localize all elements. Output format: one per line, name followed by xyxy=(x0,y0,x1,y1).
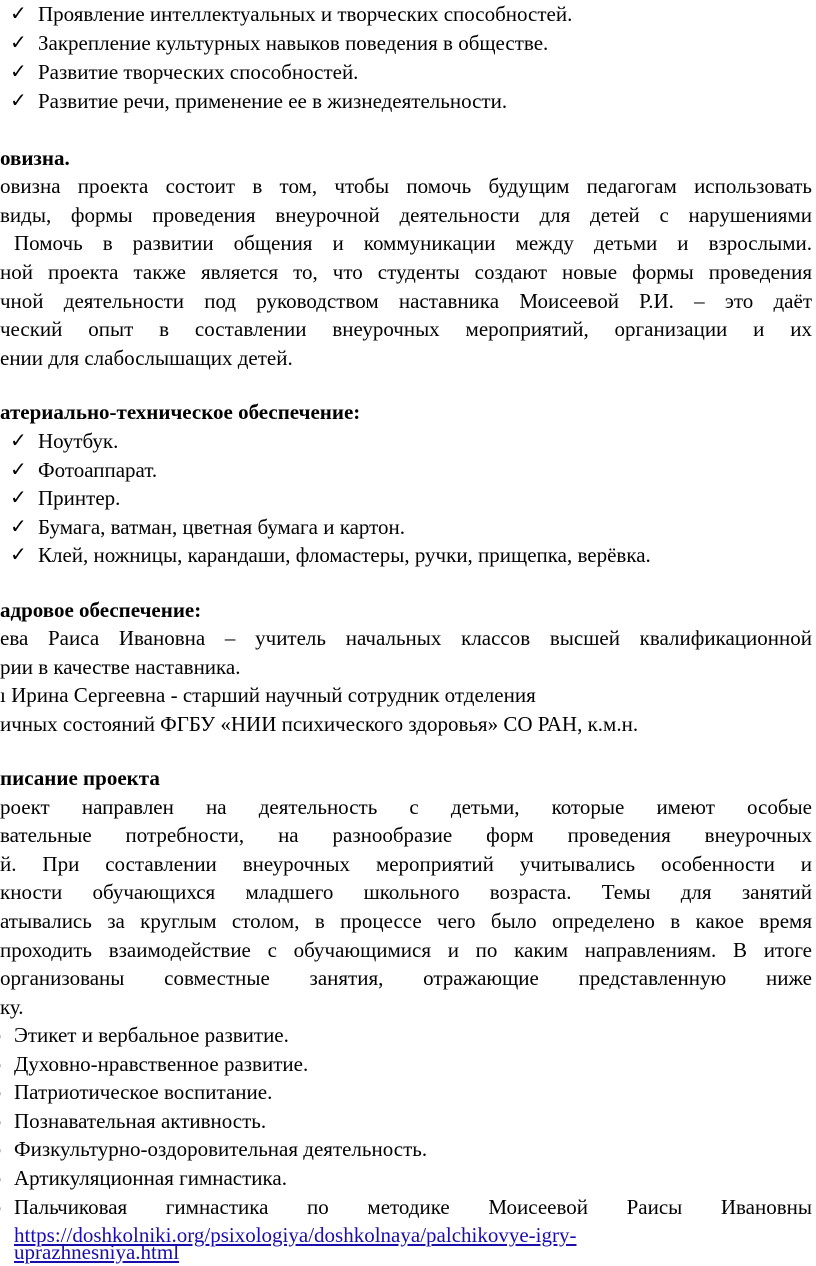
list-item: Развитие речи, применение ее в жизнедеятельности. xyxy=(38,89,508,113)
topic-item: Артикуляционная гимнастика. xyxy=(14,1166,287,1190)
bullet-icon xyxy=(0,1107,1,1135)
paragraph-line: кности обучающихся младшего школьного возраста. Темы для занятий xyxy=(0,880,812,904)
paragraph-line: ной проекта также является то, что студенты создают новые формы проведения xyxy=(0,260,812,284)
checkmark-icon: ✓ xyxy=(10,430,27,452)
paragraph-line: ении для слабослышащих детей. xyxy=(0,346,293,370)
paragraph-line: й. При составлении внеурочных мероприятий учитывались особенности и xyxy=(0,852,812,876)
topic-item: Познавательная активность. xyxy=(14,1109,267,1133)
list-item: Ноутбук. xyxy=(38,429,119,453)
topic-item: Духовно-нравственное развитие. xyxy=(14,1052,309,1076)
paragraph-line: чной деятельности под руководством наставника Моисеевой Р.И. – это даёт xyxy=(0,289,812,313)
section-heading: адровое обеспечение: xyxy=(0,598,202,622)
topic-item: Физкультурно-оздоровительная деятельность. xyxy=(14,1137,428,1161)
paragraph-line: ческий опыт в составлении внеурочных мероприятий, организации и их xyxy=(0,317,812,341)
topic-item: Этикет и вербальное развитие. xyxy=(14,1023,289,1047)
section-heading: атериально-техническое обеспечение: xyxy=(0,400,361,424)
checkmark-icon: ✓ xyxy=(10,3,27,25)
paragraph-line: ева Раиса Ивановна – учитель начальных классов высшей квалификационной xyxy=(0,626,812,650)
topic-item: Пальчиковая гимнастика по методике Моисеевой Раисы Ивановны xyxy=(14,1195,812,1219)
paragraph-line: рии в качестве наставника. xyxy=(0,655,241,679)
paragraph-line: ı Ирина Сергеевна - старший научный сотрудник отделения xyxy=(0,683,536,707)
bullet-icon xyxy=(0,1193,1,1221)
checkmark-icon: ✓ xyxy=(10,516,27,538)
reference-link-continuation[interactable]: uprazhnesniya.html xyxy=(14,1240,180,1264)
paragraph-line: организованы совместные занятия, отражающие представленную ниже xyxy=(0,966,812,990)
paragraph-line: атывались за круглым столом, в процессе чего было определено в какое время xyxy=(0,909,812,933)
bullet-icon xyxy=(0,1078,1,1106)
list-item: Закрепление культурных навыков поведения в обществе. xyxy=(38,31,549,55)
checkmark-icon: ✓ xyxy=(10,32,27,54)
list-item: Развитие творческих способностей. xyxy=(38,60,359,84)
section-heading: овизна. xyxy=(0,146,70,170)
checkmark-icon: ✓ xyxy=(10,544,27,566)
list-item: Проявление интеллектуальных и творческих способностей. xyxy=(38,2,573,26)
checkmark-icon: ✓ xyxy=(10,459,27,481)
paragraph-line: Помочь в развитии общения и коммуникации между детьми и взрослыми. xyxy=(14,231,812,255)
topic-item: Патриотическое воспитание. xyxy=(14,1080,273,1104)
section-heading: писание проекта xyxy=(0,766,160,790)
checkmark-icon: ✓ xyxy=(10,487,27,509)
list-item: Клей, ножницы, карандаши, фломастеры, ручки, прищепка, верёвка. xyxy=(38,543,651,567)
list-item: Принтер. xyxy=(38,486,121,510)
reference-link[interactable]: https://doshkolniki.org/psixologiya/doshkolnaya/palchikovye-igry- xyxy=(14,1223,577,1247)
paragraph-line: вательные потребности, на разнообразие форм проведения внеурочных xyxy=(0,823,812,847)
checkmark-icon: ✓ xyxy=(10,61,27,83)
checkmark-icon: ✓ xyxy=(10,90,27,112)
bullet-icon xyxy=(0,1164,1,1192)
bullet-icon xyxy=(0,1135,1,1163)
list-item: Бумага, ватман, цветная бумага и картон. xyxy=(38,515,406,539)
paragraph-line: овизна проекта состоит в том, чтобы помочь будущим педагогам использовать xyxy=(0,174,812,198)
bullet-icon xyxy=(0,1050,1,1078)
paragraph-line: виды, формы проведения внеурочной деятельности для детей с нарушениями xyxy=(0,203,812,227)
paragraph-line: ку. xyxy=(0,995,24,1019)
bullet-icon xyxy=(0,1021,1,1049)
list-item: Фотоаппарат. xyxy=(38,458,158,482)
paragraph-line: роект направлен на деятельность с детьми, которые имеют особые xyxy=(0,795,812,819)
paragraph-line: ичных состояний ФГБУ «НИИ психического здоровья» СО РАН, к.м.н. xyxy=(0,712,639,736)
paragraph-line: проходить взаимодействие с обучающимися и по каким направлениям. В итоге xyxy=(0,938,812,962)
